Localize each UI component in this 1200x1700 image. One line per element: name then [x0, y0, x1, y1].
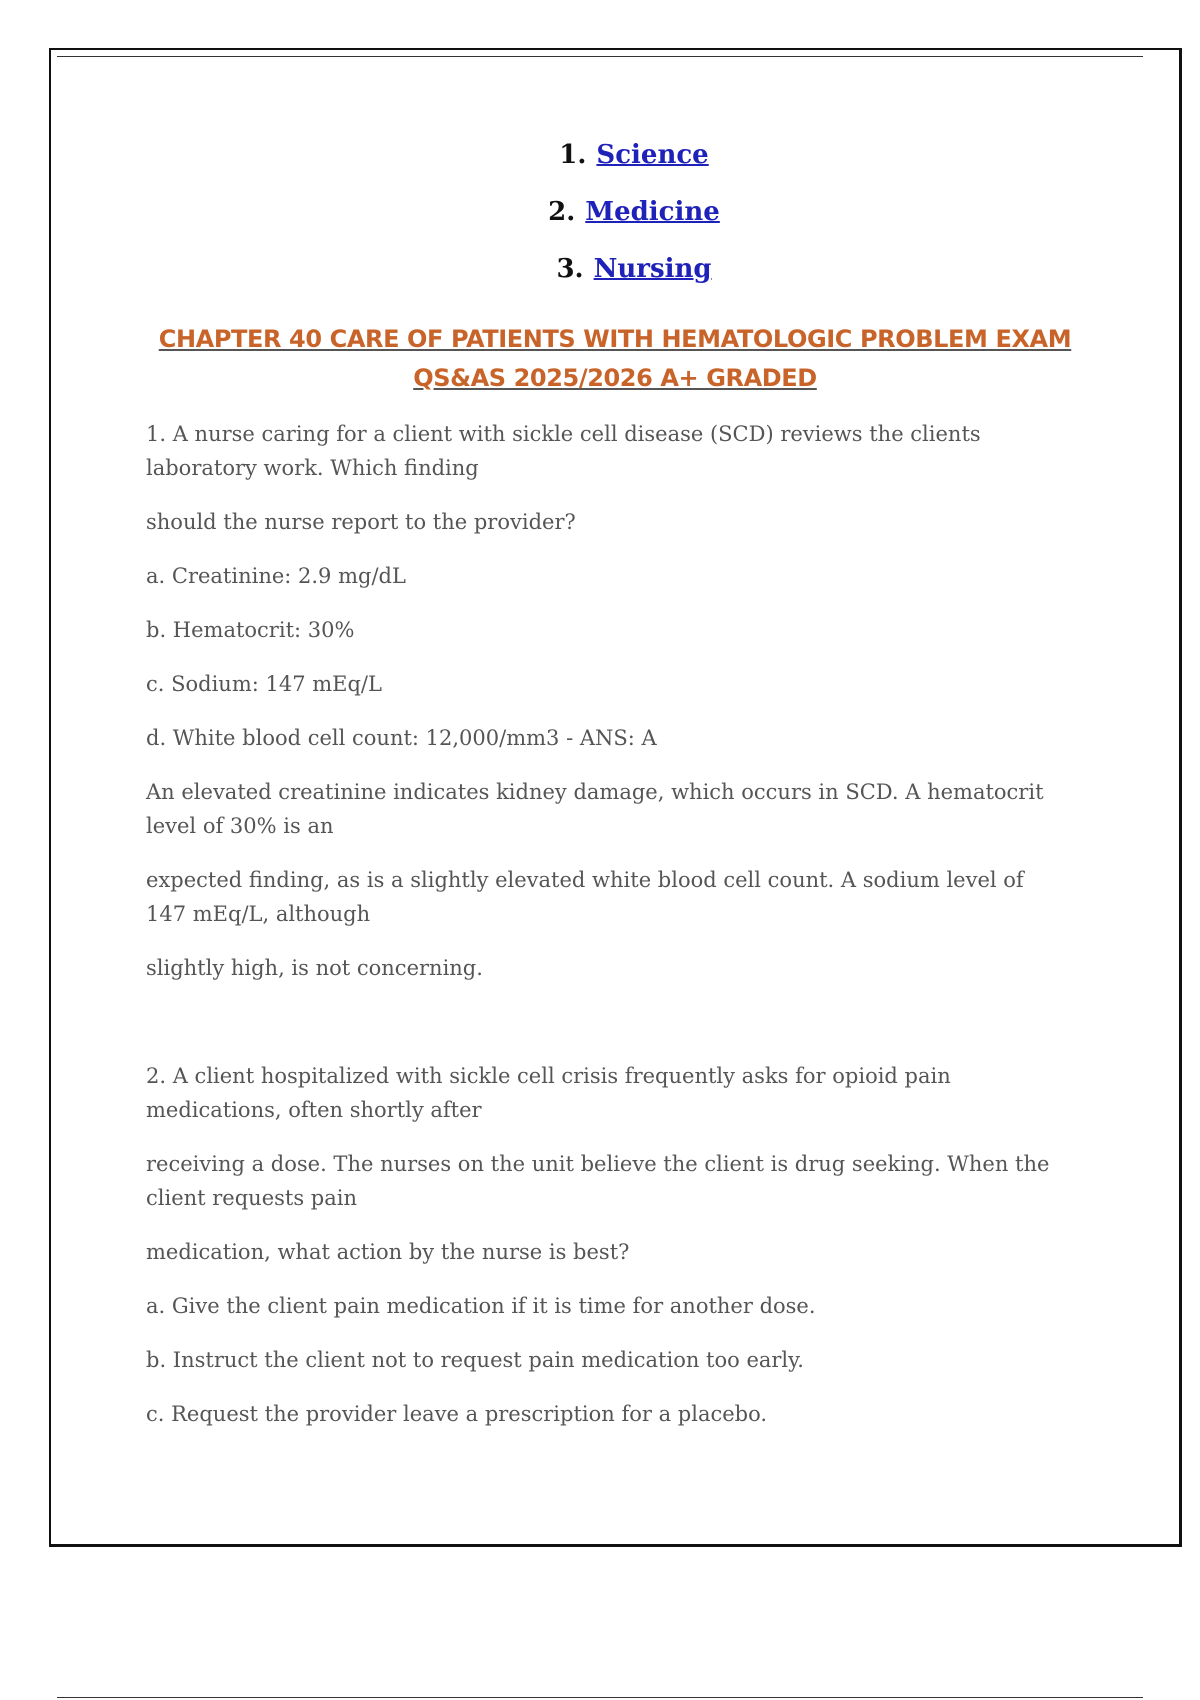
nursing-link[interactable]: Nursing [593, 254, 712, 284]
question-2-option-a: a. Give the client pain medication if it is time for another dose. [146, 1294, 816, 1318]
question-2-stem-line: 2. A client hospitalized with sickle cell crisis frequently asks for opioid pain [146, 1064, 951, 1088]
question-1-stem-cont: should the nurse report to the provider? [146, 510, 576, 534]
bottom-rule [57, 1697, 1143, 1698]
rationale-line: An elevated creatinine indicates kidney damage, which occurs in SCD. A hematocrit [146, 780, 1044, 804]
chapter-title-line-2: QS&AS 2025/2026 A+ GRADED [413, 364, 817, 392]
question-1-option-d: d. White blood cell count: 12,000/mm3 - ANS: A [146, 726, 657, 750]
chapter-title [150, 320, 1080, 398]
document-content [146, 417, 1096, 1431]
rationale-line: expected finding, as is a slightly elevated white blood cell count. A sodium level of [146, 868, 1024, 892]
question-2-option-c: c. Request the provider leave a prescription for a placebo. [146, 1402, 768, 1426]
top-rule [57, 56, 1143, 57]
question-1-stem [146, 417, 1096, 485]
question-2-option-b: b. Instruct the client not to request pain medication too early. [146, 1348, 804, 1372]
question-1-option-a: a. Creatinine: 2.9 mg/dL [146, 564, 406, 588]
question-1-option-b: b. Hematocrit: 30% [146, 618, 355, 642]
question-2-stem-cont [146, 1147, 1096, 1215]
question-1-option-c: c. Sodium: 147 mEq/L [146, 672, 382, 696]
category-list [0, 140, 1200, 311]
category-item-medicine [0, 197, 1200, 227]
category-item-nursing [0, 254, 1200, 284]
category-number: 1. [559, 140, 587, 170]
question-2-stem-end: medication, what action by the nurse is best? [146, 1240, 630, 1264]
question-2-stem-line: medications, often shortly after [146, 1098, 482, 1122]
question-2-stem [146, 1059, 1096, 1127]
science-link[interactable]: Science [596, 140, 709, 170]
question-2-stem-line: client requests pain [146, 1186, 357, 1210]
question-1-stem-line: 1. A nurse caring for a client with sickle cell disease (SCD) reviews the clients [146, 422, 981, 446]
question-2-stem-line: receiving a dose. The nurses on the unit believe the client is drug seeking. When the [146, 1152, 1050, 1176]
chapter-title-line-1: CHAPTER 40 CARE OF PATIENTS WITH HEMATOLOGIC PROBLEM EXAM [158, 325, 1072, 353]
medicine-link[interactable]: Medicine [585, 197, 720, 227]
question-1-rationale-cont [146, 863, 1096, 931]
rationale-line: 147 mEq/L, although [146, 902, 371, 926]
category-number: 3. [556, 254, 584, 284]
question-1-rationale-end: slightly high, is not concerning. [146, 956, 483, 980]
question-1-stem-line: laboratory work. Which finding [146, 456, 479, 480]
rationale-line: level of 30% is an [146, 814, 334, 838]
category-item-science [0, 140, 1200, 170]
category-number: 2. [548, 197, 576, 227]
question-1-rationale [146, 775, 1096, 843]
